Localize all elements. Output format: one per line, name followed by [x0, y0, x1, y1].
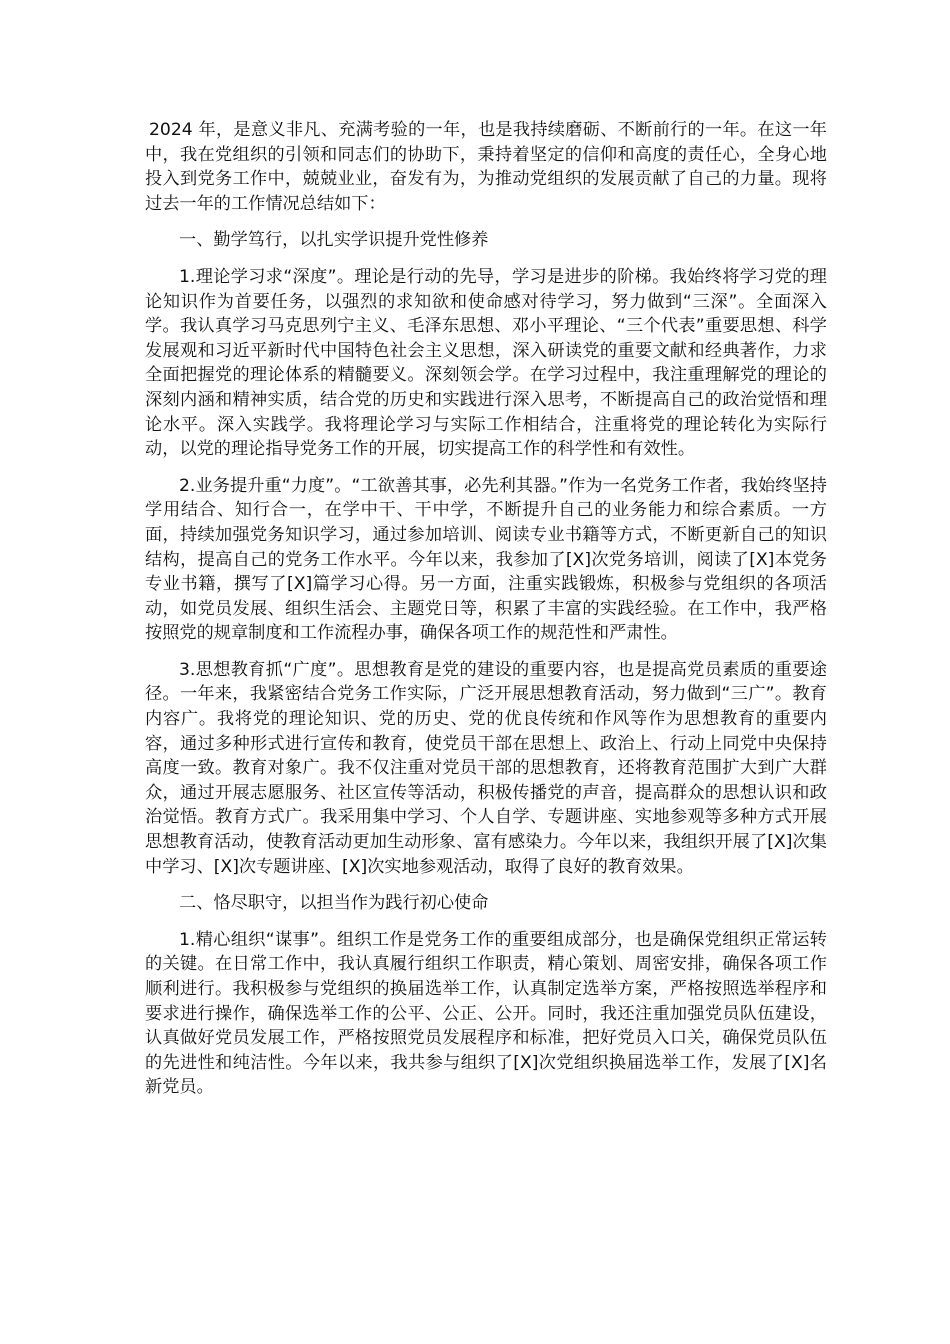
business-improvement-paragraph: 2.业务提升重“力度”。“工欲善其事，必先利其器。”作为一名党务工作者，我始终坚持学用结合、知行合一，在学中干、干中学，不断提升自己的业务能力和综合素质。一方面，持续加强党务知识学习，通过参加培训、阅读专业书籍等方式，不断更新自己的知识结构，提高自己的党务工作水平。今年以来，我参加了[X]次党务培训，阅读了[X]本党务专业书籍，撰写了[X]篇学习心得。另一方面，注重实践锻炼，积极参与党组织的各项活动，如党员发展、组织生活会、主题党日等，积累了丰富的实践经验。在工作中，我严格按照党的规章制度和工作流程办事，确保各项工作的规范性和严肃性。	[145, 475, 827, 644]
document-page	[145, 118, 827, 1112]
intro-paragraph: 2024 年，是意义非凡、充满考验的一年，也是我持续磨砺、不断前行的一年。在这一年中，我在党组织的引领和同志们的协助下，秉持着坚定的信仰和高度的责任心，全身心地投入到党务工作中，兢兢业业，奋发有为，为推动党组织的发展贡献了自己的力量。现将过去一年的工作情况总结如下：	[145, 120, 827, 214]
section-2-heading: 二、恪尽职守，以担当作为践行初心使命	[179, 893, 489, 914]
organization-work-paragraph: 1.精心组织“谋事”。组织工作是党务工作的重要组成部分，也是确保党组织正常运转的关键。在日常工作中，我认真履行组织工作职责，精心策划、周密安排，确保各项工作顺利进行。我积极参与党组织的换届选举工作，认真制定选举方案，严格按照选举程序和要求进行操作，确保选举工作的公平、公正、公开。同时，我还注重加强党员队伍建设，认真做好党员发展工作，严格按照党员发展程序和标准，把好党员入口关，确保党员队伍的先进性和纯洁性。今年以来，我共参与组织了[X]次党组织换届选举工作，发展了[X]名新党员。	[145, 929, 827, 1098]
section-1-heading: 一、勤学笃行，以扎实学识提升党性修养	[179, 230, 489, 251]
ideological-education-paragraph: 3.思想教育抓“广度”。思想教育是党的建设的重要内容，也是提高党员素质的重要途径。一年来，我紧密结合党务工作实际，广泛开展思想教育活动，努力做到“三广”。教育内容广。我将党的理论知识、党的历史、党的优良传统和作风等作为思想教育的重要内容，通过多种形式进行宣传和教育，使党员干部在思想上、政治上、行动上同党中央保持高度一致。教育对象广。我不仅注重对党员干部的思想教育，还将教育范围扩大到广大群众，通过开展志愿服务、社区宣传等活动，积极传播党的声音，提高群众的思想认识和政治觉悟。教育方式广。我采用集中学习、个人自学、专题讲座、实地参观等多种方式开展思想教育活动，使教育活动更加生动形象、富有感染力。今年以来，我组织开展了[X]次集中学习、[X]次专题讲座、[X]次实地参观活动，取得了良好的教育效果。	[145, 659, 827, 877]
theory-study-paragraph: 1.理论学习求“深度”。理论是行动的先导，学习是进步的阶梯。我始终将学习党的理论知识作为首要任务，以强烈的求知欲和使命感对待学习，努力做到“三深”。全面深入学。我认真学习马克思列宁主义、毛泽东思想、邓小平理论、“三个代表”重要思想、科学发展观和习近平新时代中国特色社会主义思想，深入研读党的重要文献和经典著作，力求全面把握党的理论体系的精髓要义。深刻领会学。在学习过程中，我注重理解党的理论的深刻内涵和精神实质，结合党的历史和实践进行深入思考，不断提高自己的政治觉悟和理论水平。深入实践学。我将理论学习与实际工作相结合，注重将党的理论转化为实际行动，以党的理论指导党务工作的开展，切实提高工作的科学性和有效性。	[145, 266, 827, 460]
